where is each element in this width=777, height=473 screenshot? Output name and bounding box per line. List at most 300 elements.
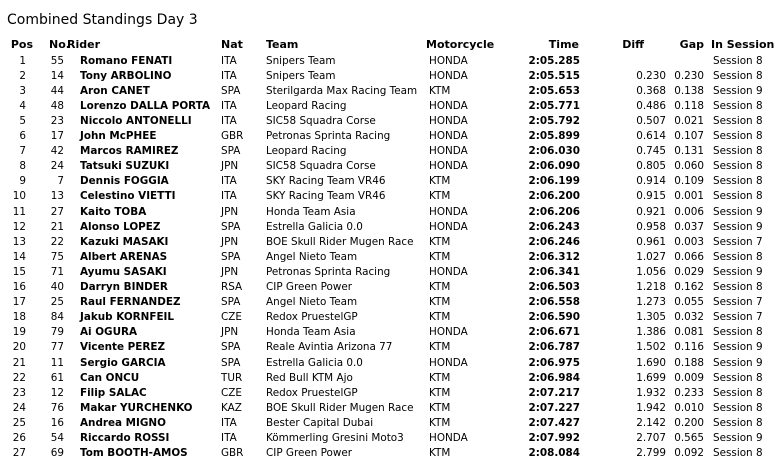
cell-team: BOE Skull Rider Mugen Race [266, 235, 414, 248]
cell-nat: SPA [221, 250, 241, 263]
cell-session: Session 8 [713, 114, 763, 127]
cell-no: 77 [50, 341, 64, 354]
cell-session: Session 9 [713, 84, 763, 97]
cell-no: 42 [50, 145, 64, 158]
cell-team: Reale Avintia Arizona 77 [266, 341, 393, 354]
cell-gap: 0.021 [674, 114, 704, 127]
cell-rider: Niccolo ANTONELLI [80, 114, 192, 127]
page-title: Combined Standings Day 3 [7, 12, 198, 28]
cell-session: Session 8 [713, 401, 763, 414]
table-row [0, 340, 777, 355]
table-row [0, 69, 777, 84]
cell-moto: HONDA [429, 326, 468, 339]
cell-time: 2:06.558 [528, 296, 580, 309]
cell-rider: Raul FERNANDEZ [80, 296, 181, 309]
cell-nat: ITA [221, 54, 237, 67]
cell-nat: JPN [221, 235, 239, 248]
cell-gap: 0.092 [674, 447, 704, 460]
cell-diff: 0.614 [636, 130, 666, 142]
cell-diff: 2.799 [636, 447, 666, 460]
cell-team: Kömmerling Gresini Moto3 [266, 432, 404, 444]
cell-time: 2:05.771 [528, 99, 580, 112]
cell-diff: 2.142 [636, 416, 666, 429]
cell-gap: 0.032 [674, 311, 704, 324]
cell-diff: 2.707 [636, 432, 666, 444]
table-row [0, 129, 777, 144]
header-rider: Rider [67, 38, 100, 51]
cell-session: Session 9 [713, 356, 763, 369]
table-row [0, 189, 777, 204]
cell-pos: 5 [19, 114, 26, 127]
table-row [0, 280, 777, 295]
cell-diff: 0.745 [636, 145, 666, 158]
cell-time: 2:06.200 [528, 190, 580, 203]
cell-pos: 15 [12, 265, 26, 278]
cell-nat: ITA [221, 416, 237, 429]
cell-rider: Alonso LOPEZ [80, 220, 161, 233]
cell-rider: Andrea MIGNO [80, 416, 166, 429]
cell-no: 24 [50, 160, 64, 173]
cell-rider: Riccardo ROSSI [80, 432, 170, 444]
cell-moto: KTM [429, 250, 451, 263]
cell-time: 2:06.787 [528, 341, 580, 354]
cell-time: 2:07.217 [528, 386, 580, 399]
cell-gap: 0.116 [674, 341, 704, 354]
cell-nat: ITA [221, 69, 237, 82]
cell-pos: 14 [12, 250, 26, 263]
cell-nat: GBR [221, 130, 244, 142]
cell-nat: SPA [221, 145, 241, 158]
table-header [0, 37, 777, 52]
cell-no: 23 [50, 114, 64, 127]
cell-diff: 1.932 [636, 386, 666, 399]
cell-diff: 1.273 [636, 296, 666, 309]
cell-moto: KTM [429, 190, 451, 203]
header-session: In Session [711, 38, 775, 51]
cell-diff: 1.386 [636, 326, 666, 339]
header-motorcycle: Motorcycle [426, 38, 495, 51]
cell-session: Session 9 [713, 341, 763, 354]
cell-moto: KTM [429, 341, 451, 354]
table-row [0, 205, 777, 220]
cell-session: Session 9 [713, 220, 763, 233]
table-row [0, 220, 777, 235]
cell-team: Angel Nieto Team [266, 250, 358, 263]
header-diff: Diff [622, 38, 644, 51]
header-team: Team [266, 38, 299, 51]
cell-gap: 0.010 [674, 401, 704, 414]
table-row [0, 159, 777, 174]
cell-pos: 17 [12, 296, 26, 309]
cell-session: Session 8 [713, 145, 763, 158]
cell-rider: Aron CANET [80, 84, 150, 97]
cell-nat: CZE [221, 311, 242, 324]
cell-team: Leopard Racing [266, 145, 347, 158]
cell-rider: Romano FENATI [80, 54, 173, 67]
cell-no: 71 [50, 265, 64, 278]
cell-pos: 25 [12, 416, 26, 429]
cell-rider: Albert ARENAS [80, 250, 168, 263]
cell-gap: 0.066 [674, 250, 704, 263]
cell-session: Session 8 [713, 69, 763, 82]
cell-session: Session 9 [713, 265, 763, 278]
cell-nat: SPA [221, 296, 241, 309]
cell-session: Session 8 [713, 371, 763, 384]
cell-pos: 10 [12, 190, 26, 203]
cell-nat: GBR [221, 447, 244, 460]
cell-no: 76 [50, 401, 64, 414]
table-row [0, 310, 777, 325]
cell-moto: HONDA [429, 432, 468, 444]
cell-time: 2:06.206 [528, 205, 580, 218]
cell-no: 79 [50, 326, 64, 339]
cell-diff: 0.368 [636, 84, 666, 97]
cell-nat: ITA [221, 99, 237, 112]
cell-time: 2:06.243 [528, 220, 580, 233]
cell-team: SIC58 Squadra Corse [266, 114, 376, 127]
cell-gap: 0.006 [674, 205, 704, 218]
cell-nat: ITA [221, 175, 237, 188]
cell-nat: CZE [221, 386, 242, 399]
cell-nat: SPA [221, 220, 241, 233]
cell-time: 2:07.992 [528, 432, 580, 444]
cell-session: Session 7 [713, 235, 763, 248]
cell-gap: 0.001 [674, 190, 704, 203]
cell-no: 40 [50, 281, 64, 293]
cell-time: 2:05.899 [528, 130, 580, 142]
cell-pos: 16 [12, 281, 26, 293]
cell-pos: 1 [19, 54, 26, 67]
cell-gap: 0.138 [674, 84, 704, 97]
cell-team: Leopard Racing [266, 99, 347, 112]
cell-diff: 1.502 [636, 341, 666, 354]
cell-pos: 20 [12, 341, 26, 354]
cell-team: SIC58 Squadra Corse [266, 160, 376, 173]
cell-session: Session 8 [713, 175, 763, 188]
cell-pos: 4 [19, 99, 26, 112]
cell-rider: Makar YURCHENKO [80, 401, 193, 414]
cell-pos: 7 [19, 145, 26, 158]
cell-diff: 0.507 [636, 114, 666, 127]
cell-diff: 0.961 [636, 235, 666, 248]
cell-team: Snipers Team [266, 69, 336, 82]
cell-moto: HONDA [429, 205, 468, 218]
cell-rider: Can ONCU [80, 371, 140, 384]
cell-pos: 13 [12, 235, 26, 248]
cell-pos: 2 [19, 69, 26, 82]
cell-session: Session 8 [713, 250, 763, 263]
cell-rider: John McPHEE [80, 130, 157, 142]
cell-team: Estrella Galicia 0.0 [266, 356, 363, 369]
table-row [0, 114, 777, 129]
cell-diff: 0.486 [636, 99, 666, 112]
cell-session: Session 8 [713, 386, 763, 399]
cell-pos: 6 [19, 130, 26, 142]
cell-time: 2:07.227 [528, 401, 580, 414]
cell-no: 17 [50, 130, 64, 142]
cell-no: 69 [50, 447, 64, 460]
table-row [0, 295, 777, 310]
cell-diff: 1.699 [636, 371, 666, 384]
cell-moto: HONDA [429, 54, 468, 67]
cell-nat: ITA [221, 114, 237, 127]
cell-pos: 8 [19, 160, 26, 173]
cell-no: 54 [50, 432, 64, 444]
cell-gap: 0.037 [674, 220, 704, 233]
cell-no: 16 [50, 416, 64, 429]
cell-no: 48 [50, 99, 64, 112]
cell-rider: Jakub KORNFEIL [80, 311, 175, 324]
cell-nat: RSA [221, 281, 243, 293]
cell-time: 2:08.084 [528, 447, 580, 460]
cell-time: 2:05.792 [528, 114, 580, 127]
cell-time: 2:06.503 [528, 281, 580, 293]
cell-time: 2:06.030 [528, 145, 580, 158]
cell-time: 2:06.312 [528, 250, 580, 263]
cell-nat: SPA [221, 356, 241, 369]
table-row [0, 416, 777, 431]
cell-diff: 1.027 [636, 250, 666, 263]
cell-team: Honda Team Asia [266, 205, 356, 218]
cell-team: Petronas Sprinta Racing [266, 265, 391, 278]
cell-gap: 0.118 [674, 99, 704, 112]
cell-nat: ITA [221, 432, 237, 444]
cell-time: 2:06.090 [528, 160, 580, 173]
cell-diff: 1.218 [636, 281, 666, 293]
cell-nat: ITA [221, 190, 237, 203]
cell-pos: 23 [12, 386, 26, 399]
cell-moto: KTM [429, 296, 451, 309]
cell-time: 2:05.515 [528, 69, 580, 82]
cell-no: 44 [50, 84, 64, 97]
cell-team: Sterilgarda Max Racing Team [266, 84, 418, 97]
cell-diff: 0.805 [636, 160, 666, 173]
cell-rider: Tom BOOTH-AMOS [80, 447, 188, 460]
cell-rider: Lorenzo DALLA PORTA [80, 99, 211, 112]
cell-pos: 21 [12, 356, 26, 369]
cell-no: 14 [50, 69, 64, 82]
cell-gap: 0.162 [674, 281, 704, 293]
table-row [0, 144, 777, 159]
cell-diff: 1.305 [636, 311, 666, 324]
cell-rider: Tony ARBOLINO [80, 69, 172, 82]
cell-moto: HONDA [429, 220, 468, 233]
cell-gap: 0.003 [674, 235, 704, 248]
cell-moto: HONDA [429, 160, 468, 173]
cell-gap: 0.029 [674, 265, 704, 278]
header-nat: Nat [221, 38, 243, 51]
cell-time: 2:06.246 [528, 235, 580, 248]
cell-moto: HONDA [429, 130, 468, 142]
cell-gap: 0.131 [674, 145, 704, 158]
cell-moto: KTM [429, 386, 451, 399]
cell-nat: SPA [221, 84, 241, 97]
cell-moto: KTM [429, 311, 451, 324]
table-row [0, 401, 777, 416]
cell-diff: 0.958 [636, 220, 666, 233]
cell-team: BOE Skull Rider Mugen Race [266, 401, 414, 414]
cell-time: 2:06.975 [528, 356, 580, 369]
cell-gap: 0.107 [674, 130, 704, 142]
cell-pos: 3 [19, 84, 26, 97]
cell-session: Session 8 [713, 130, 763, 142]
cell-gap: 0.009 [674, 371, 704, 384]
table-row [0, 174, 777, 189]
table-row [0, 235, 777, 250]
cell-gap: 0.200 [674, 416, 704, 429]
cell-moto: HONDA [429, 145, 468, 158]
cell-moto: HONDA [429, 99, 468, 112]
cell-no: 27 [50, 205, 64, 218]
cell-team: Bester Capital Dubai [266, 416, 374, 429]
table-row [0, 356, 777, 371]
table-row [0, 446, 777, 461]
header-gap: Gap [679, 38, 704, 51]
table-row [0, 84, 777, 99]
cell-rider: Dennis FOGGIA [80, 175, 169, 188]
cell-time: 2:06.984 [528, 371, 580, 384]
cell-no: 13 [50, 190, 64, 203]
table-row [0, 386, 777, 401]
cell-time: 2:06.590 [528, 311, 580, 324]
cell-diff: 1.056 [636, 265, 666, 278]
cell-rider: Sergio GARCIA [80, 356, 166, 369]
cell-session: Session 7 [713, 311, 763, 324]
cell-moto: KTM [429, 447, 451, 460]
cell-moto: KTM [429, 175, 451, 188]
cell-diff: 0.921 [636, 205, 666, 218]
cell-team: SKY Racing Team VR46 [266, 190, 386, 203]
header-no: No. [49, 38, 70, 51]
cell-moto: HONDA [429, 69, 468, 82]
cell-pos: 12 [12, 220, 26, 233]
cell-gap: 0.060 [674, 160, 704, 173]
cell-rider: Ayumu SASAKI [80, 265, 167, 278]
cell-team: Petronas Sprinta Racing [266, 130, 391, 142]
cell-no: 7 [57, 175, 64, 188]
cell-no: 21 [50, 220, 64, 233]
cell-time: 2:06.341 [528, 265, 580, 278]
header-pos: Pos [10, 38, 33, 51]
cell-session: Session 7 [713, 296, 763, 309]
cell-no: 55 [50, 54, 64, 67]
cell-gap: 0.188 [674, 356, 704, 369]
cell-moto: HONDA [429, 356, 468, 369]
cell-session: Session 8 [713, 281, 763, 293]
cell-session: Session 8 [713, 54, 763, 67]
cell-moto: KTM [429, 401, 451, 414]
header-time: Time [548, 38, 579, 51]
cell-no: 22 [50, 235, 64, 248]
cell-diff: 0.914 [636, 175, 666, 188]
cell-nat: JPN [221, 205, 239, 218]
cell-rider: Tatsuki SUZUKI [80, 160, 170, 173]
cell-no: 12 [50, 386, 64, 399]
cell-session: Session 9 [713, 432, 763, 444]
cell-rider: Darryn BINDER [80, 281, 168, 293]
cell-pos: 18 [12, 311, 26, 324]
cell-no: 11 [50, 356, 64, 369]
cell-moto: HONDA [429, 265, 468, 278]
cell-team: Redox PruestelGP [266, 386, 358, 399]
table-row [0, 250, 777, 265]
cell-moto: HONDA [429, 114, 468, 127]
cell-nat: TUR [221, 371, 243, 384]
cell-rider: Ai OGURA [80, 326, 138, 339]
cell-no: 75 [50, 250, 64, 263]
cell-diff: 1.942 [636, 401, 666, 414]
cell-rider: Filip SALAC [80, 386, 147, 399]
cell-nat: JPN [221, 326, 239, 339]
cell-nat: JPN [221, 160, 239, 173]
cell-time: 2:05.285 [528, 54, 580, 67]
cell-no: 61 [50, 371, 64, 384]
cell-pos: 26 [12, 432, 26, 444]
cell-gap: 0.109 [674, 175, 704, 188]
cell-nat: JPN [221, 265, 239, 278]
cell-moto: KTM [429, 84, 451, 97]
cell-gap: 0.055 [674, 296, 704, 309]
cell-session: Session 8 [713, 99, 763, 112]
cell-pos: 24 [12, 401, 26, 414]
cell-pos: 22 [12, 371, 26, 384]
cell-moto: KTM [429, 281, 451, 293]
cell-rider: Celestino VIETTI [80, 190, 176, 203]
table-row [0, 265, 777, 280]
cell-team: Angel Nieto Team [266, 296, 358, 309]
cell-team: Snipers Team [266, 54, 336, 67]
cell-rider: Vicente PEREZ [80, 341, 166, 354]
cell-nat: KAZ [221, 401, 242, 414]
cell-time: 2:05.653 [528, 84, 580, 97]
cell-team: Honda Team Asia [266, 326, 356, 339]
cell-gap: 0.233 [674, 386, 704, 399]
cell-nat: SPA [221, 341, 241, 354]
cell-team: SKY Racing Team VR46 [266, 175, 386, 188]
cell-gap: 0.230 [674, 69, 704, 82]
cell-time: 2:07.427 [528, 416, 580, 429]
cell-moto: KTM [429, 235, 451, 248]
cell-moto: KTM [429, 416, 451, 429]
cell-moto: KTM [429, 371, 451, 384]
cell-rider: Marcos RAMIREZ [80, 145, 179, 158]
table-row [0, 325, 777, 340]
cell-pos: 11 [12, 205, 26, 218]
cell-time: 2:06.199 [528, 175, 580, 188]
cell-gap: 0.081 [674, 326, 704, 339]
cell-session: Session 8 [713, 447, 763, 460]
cell-rider: Kaito TOBA [80, 205, 147, 218]
cell-diff: 0.915 [636, 190, 666, 203]
cell-session: Session 8 [713, 326, 763, 339]
cell-team: CIP Green Power [266, 281, 353, 293]
cell-pos: 27 [12, 447, 26, 460]
cell-diff: 1.690 [636, 356, 666, 369]
cell-diff: 0.230 [636, 69, 666, 82]
cell-pos: 19 [12, 326, 26, 339]
cell-team: Red Bull KTM Ajo [266, 371, 353, 384]
cell-session: Session 9 [713, 205, 763, 218]
cell-time: 2:06.671 [528, 326, 580, 339]
table-row [0, 371, 777, 386]
cell-team: CIP Green Power [266, 447, 353, 460]
cell-session: Session 8 [713, 416, 763, 429]
table-row [0, 99, 777, 114]
table-row [0, 431, 777, 446]
cell-session: Session 8 [713, 190, 763, 203]
cell-team: Estrella Galicia 0.0 [266, 220, 363, 233]
table-row [0, 54, 777, 69]
